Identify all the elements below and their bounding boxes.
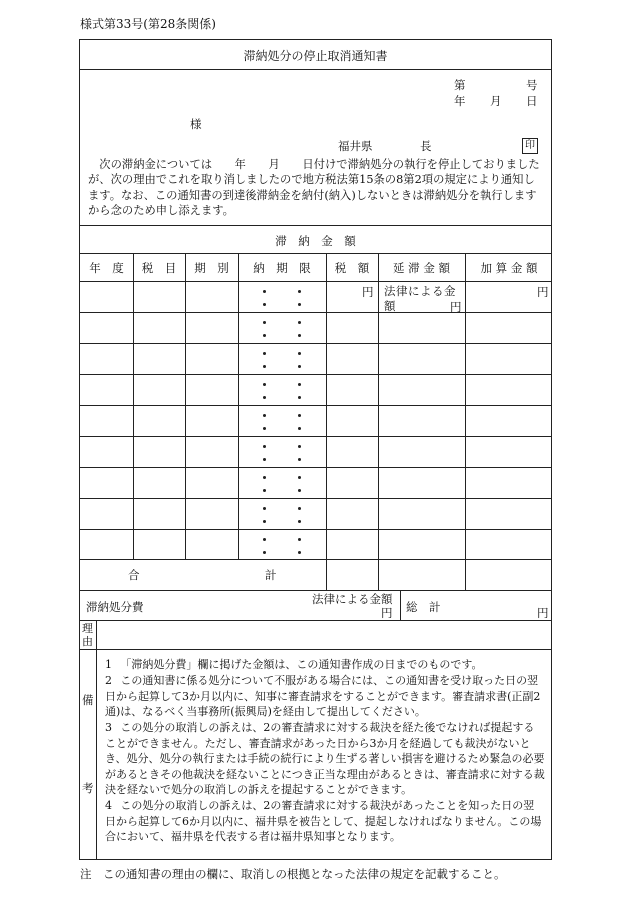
row-line [80,559,551,560]
date-day: 日 [526,94,538,108]
total-label-right: 計 [265,568,277,582]
fees-legal-unit: 円 [381,606,393,620]
reason-label: 理由 [82,622,93,648]
divider [80,620,551,621]
col-header-year: 年 度 [89,261,124,275]
due-date-placeholder [238,281,326,312]
fees-legal-label: 法律による金額 [312,592,393,606]
remark-number: 3 [105,721,112,734]
grand-total-unit: 円 [537,606,549,620]
col-header-period: 期 別 [194,261,229,275]
date-year: 年 [454,94,466,108]
late-fee-legal-label: 法律による金額 [384,284,456,313]
remark-text: この処分の取消しの訴えは、2の審査請求に対する裁決があったことを知った日の翌日から起算して6か月以内に、福井県を被告として、提起しなければなりません。この場合において、福井県を代表する者は福井県知事となります。 [105,799,542,844]
remark-item [105,657,545,673]
remark-text: 「滞納処分費」欄に掲げた金額は、この通知書作成の日までのものです。 [120,658,483,671]
remark-item [105,798,545,845]
due-date-placeholder [238,436,326,467]
col-line [133,253,134,559]
due-date-placeholder [238,467,326,498]
remark-text: この通知書に係る処分について不服がある場合には、この通知書を受け取った日の翌日から起算して3か月以内に、知事に審査請求をすることができます。審査請求書(正副2通)は、なるべく当事務所(振興局)を経由して提出してください。 [105,674,541,719]
footer-note: 注 この通知書の理由の欄に、取消しの根拠となった法律の規定を記載すること。 [80,867,506,881]
col-header-due-date: 納 期 限 [253,261,311,275]
remark-number: 4 [105,799,112,812]
addressee-suffix: 様 [190,117,202,131]
col-line [185,253,186,559]
col-header-additional: 加 算 金 額 [480,261,538,275]
col-header-tax-item: 税 目 [141,261,177,275]
remarks-label-top: 備 [82,693,94,707]
due-date-placeholder [238,312,326,343]
remark-number: 2 [105,674,112,687]
divider [80,649,551,650]
issuer-title: 長 [420,139,432,153]
notice-form [79,39,552,860]
col-line [96,620,97,860]
remark-number: 1 [105,658,112,671]
tax-amount-unit: 円 [362,285,374,299]
amount-section-title: 滞 納 金 額 [275,234,356,248]
total-label-left: 合 [128,568,140,582]
col-header-late-fee: 延 滞 金 額 [393,261,450,275]
divider [80,69,551,70]
form-label: 様式第33号(第28条関係) [80,17,216,31]
col-line [378,253,379,590]
seal-mark: 印 [522,138,538,154]
due-date-placeholder [238,343,326,374]
divider [80,225,551,226]
col-line [465,253,466,590]
col-line [326,253,327,590]
remark-item [105,673,545,720]
additional-unit: 円 [537,285,549,299]
divider [80,253,551,254]
fees-label: 滞納処分費 [86,600,144,614]
issuer-prefecture: 福井県 [338,139,373,153]
grand-total-label: 総 計 [406,600,441,614]
col-header-tax-amount: 税 額 [334,261,370,275]
due-date-placeholder [238,374,326,405]
document-title: 滞納処分の停止取消通知書 [243,49,388,63]
date-month: 月 [490,94,502,108]
remarks-label-bottom: 考 [82,781,94,795]
remark-item [105,720,545,798]
due-date-placeholder [238,529,326,559]
col-line [400,590,401,620]
late-fee-unit: 円 [450,300,462,314]
due-date-placeholder [238,498,326,529]
number-suffix: 号 [526,78,538,92]
number-prefix: 第 [454,78,466,92]
remark-text: この処分の取消しの訴えは、2の審査請求に対する裁決を経た後でなければ提起することができません。ただし、審査請求があった日から3か月を経過しても裁決がないとき、処分、処分の執行または手続の続行により生ずる著しい損害を避けるため緊急の必要があるときその他裁決を経ないことにつき正当な理由があるときは、審査請求に対する裁決を経ないで処分の取消しの訴えを提起することができます。 [105,721,545,797]
intro-text: 次の滞納金については 年 月 日付けで滞納処分の執行を停止しておりましたが、次の理由でこれを取り消しましたので地方税法第15条の8第2項の規定により通知します。なお、この通知書の到達後滞納金を納付(納入)しないときは滞納処分を執行しますから念のため申し添えます。 [88,158,540,217]
due-date-placeholder [238,405,326,436]
